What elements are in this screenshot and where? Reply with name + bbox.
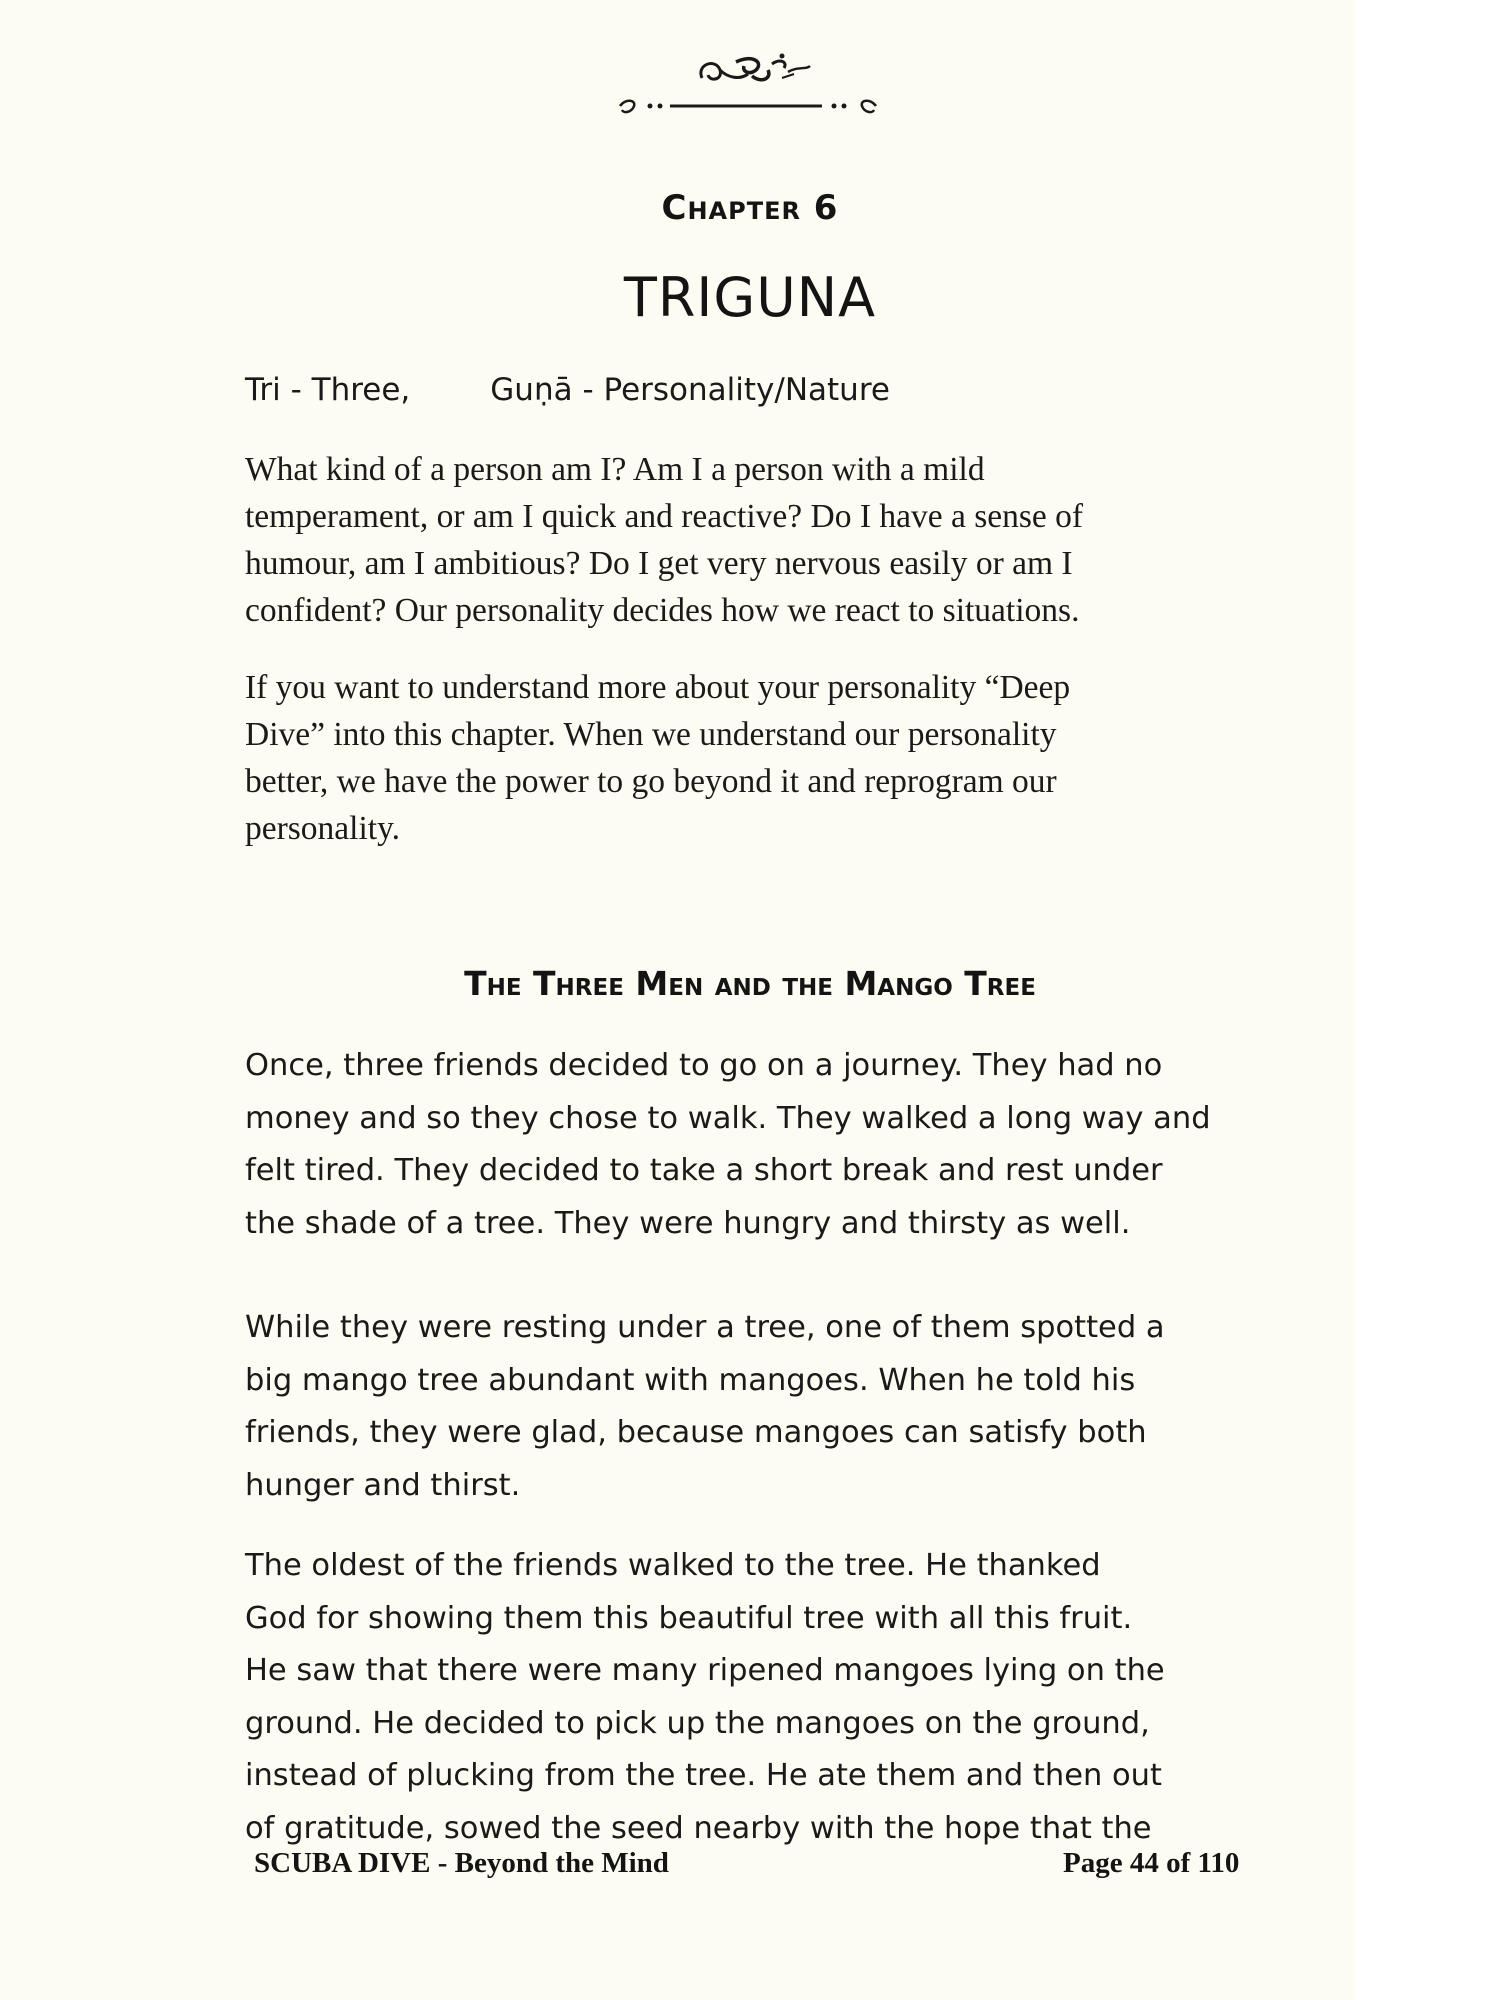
text-line: felt tired. They decided to take a short break and rest under [245, 1153, 1163, 1188]
text-line: Dive” into this chapter. When we understand our personality [245, 716, 1057, 753]
text-line: of gratitude, sowed the seed nearby with the hope that the [245, 1810, 1152, 1846]
text-line: money and so they chose to walk. They walked a long way and [245, 1100, 1211, 1136]
text-line: the shade of a tree. They were hungry and thirsty as well. [245, 1205, 1131, 1241]
definition-guna: Guṇā - Personality/Nature [490, 372, 890, 408]
story-paragraph [245, 1540, 1265, 1855]
text-line: humour, am I ambitious? Do I get very nervous easily or am I [245, 545, 1073, 582]
footer-page-number: Page 44 of 110 [1063, 1847, 1240, 1879]
intro-paragraph [245, 664, 1245, 852]
text-line: If you want to understand more about your personality “Deep [245, 669, 1071, 706]
footer-book-title: SCUBA DIVE - Beyond the Mind [254, 1847, 669, 1879]
text-line: He saw that there were many ripened mangoes lying on the [245, 1653, 1165, 1688]
text-line: Once, three friends decided to go on a journey. They had no [245, 1048, 1163, 1083]
text-line: personality. [245, 810, 401, 847]
text-line: better, we have the power to go beyond it and reprogram our [245, 763, 1057, 800]
story-paragraph [245, 1040, 1265, 1250]
om-ornament-icon [612, 48, 884, 124]
text-line: The oldest of the friends walked to the tree. He thanked [245, 1548, 1101, 1583]
term-definition [245, 372, 890, 408]
story-paragraph [245, 1302, 1265, 1512]
text-line: friends, they were glad, because mangoes can satisfy both [245, 1415, 1147, 1450]
text-line: hunger and thirst. [245, 1467, 521, 1503]
chapter-title: TRIGUNA [623, 266, 877, 329]
text-line: God for showing them this beautiful tree with all this fruit. [245, 1600, 1133, 1636]
section-title: The Three Men and the Mango Tree [464, 964, 1036, 1003]
text-line: What kind of a person am I? Am I a person with a mild [245, 451, 985, 488]
text-line: instead of plucking from the tree. He ate them and then out [245, 1758, 1162, 1793]
text-line: big mango tree abundant with mangoes. When he told his [245, 1362, 1136, 1398]
text-line: While they were resting under a tree, one of them spotted a [245, 1310, 1165, 1345]
intro-paragraph [245, 446, 1245, 634]
chapter-label: Chapter 6 [661, 188, 839, 228]
definition-tri: Tri - Three, [245, 372, 411, 408]
text-line: ground. He decided to pick up the mangoes on the ground, [245, 1705, 1150, 1741]
text-line: temperament, or am I quick and reactive? Do I have a sense of [245, 498, 1084, 535]
text-line: confident? Our personality decides how we react to situations. [245, 592, 1080, 629]
